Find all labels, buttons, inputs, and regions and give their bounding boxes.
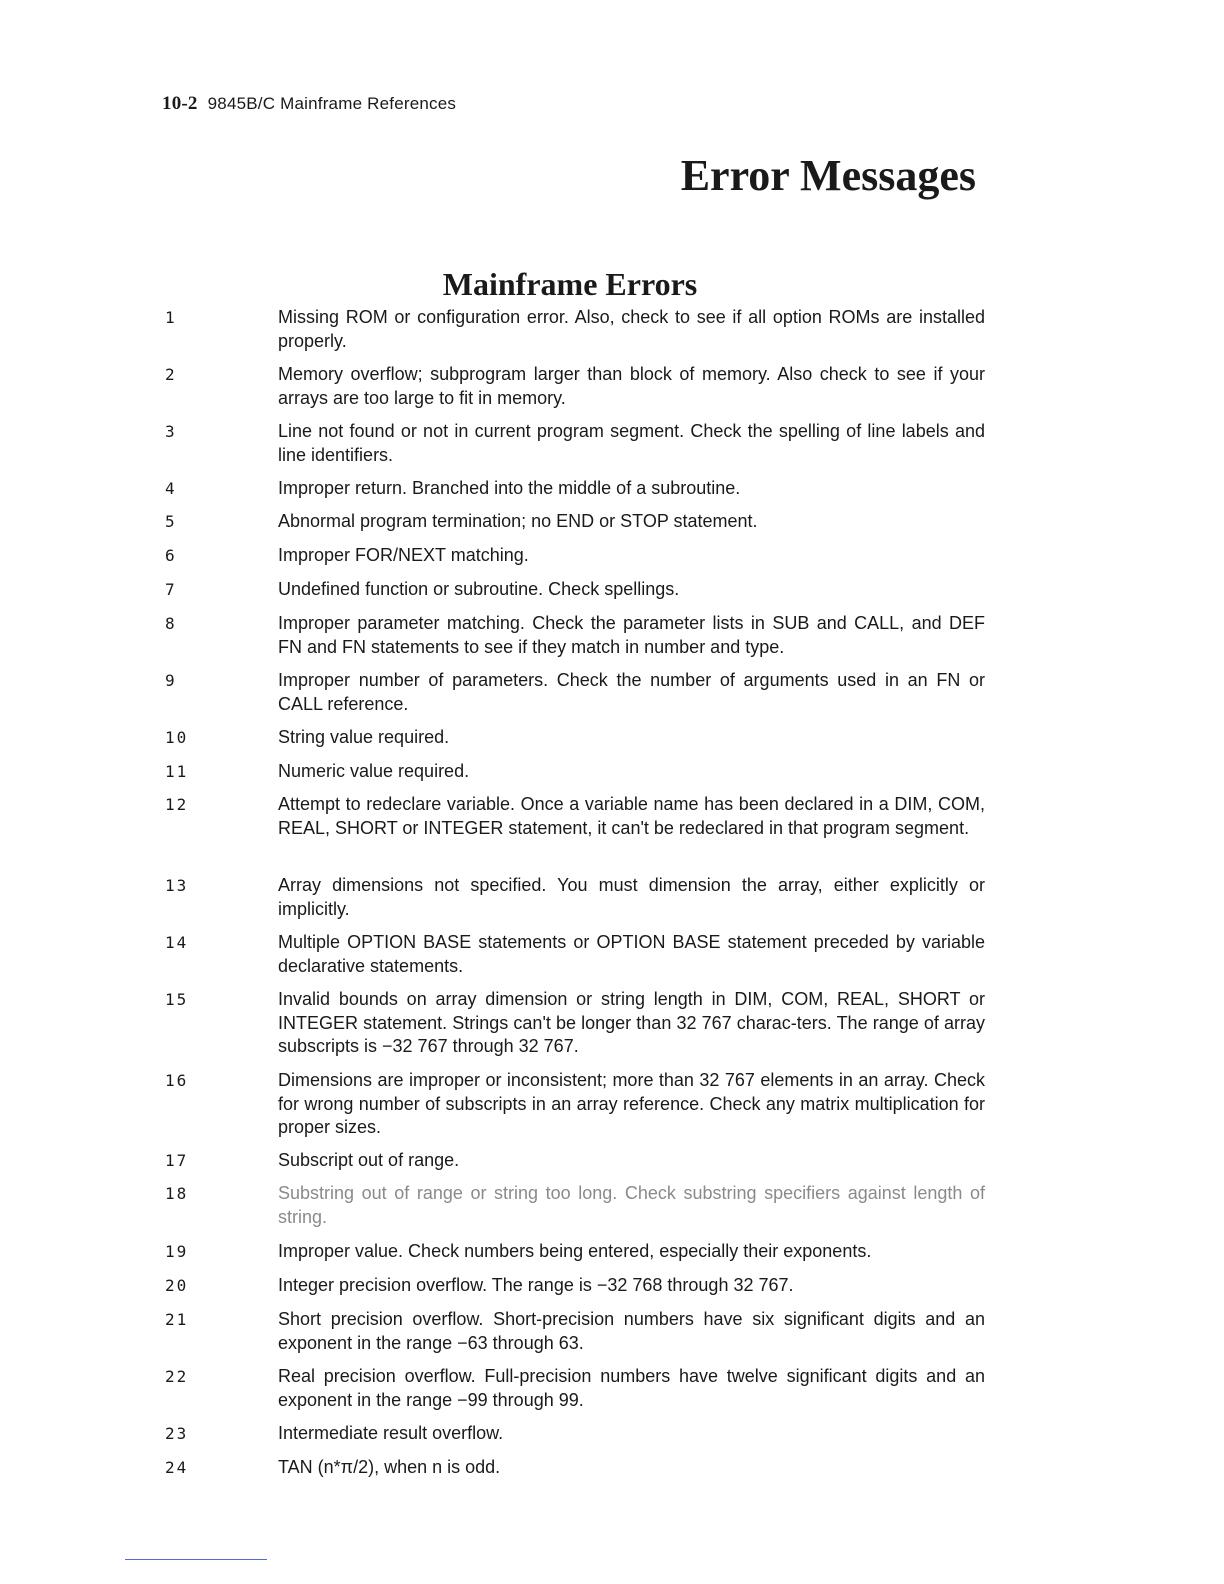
error-message: String value required. (278, 727, 450, 747)
error-message: Improper value. Check numbers being entered, especially their exponents. (278, 1241, 872, 1261)
error-number: 18 (165, 1184, 189, 1203)
section-title: Mainframe Errors (442, 266, 698, 302)
error-number: 15 (165, 990, 189, 1009)
error-message: Multiple OPTION BASE statements or OPTION BASE statement preceded by variable declarative statements. (278, 932, 985, 976)
error-entry (165, 1308, 985, 1365)
error-message: Line not found or not in current program segment. Check the spelling of line labels and line identifiers. (278, 421, 985, 465)
error-entry (165, 510, 985, 544)
error-message: Real precision overflow. Full-precision numbers have twelve significant digits and an exponent in the range −99 through 99. (278, 1366, 985, 1410)
error-number: 22 (165, 1367, 189, 1386)
error-entry (165, 477, 985, 510)
error-number: 2 (165, 365, 177, 384)
error-entry (165, 1149, 985, 1182)
error-message: Memory overflow; subprogram larger than block of memory. Also check to see if your arrays are too large to fit in memory. (278, 364, 985, 408)
error-message: Substring out of range or string too long. Check substring specifiers against length of string. (278, 1183, 985, 1227)
error-entry (165, 420, 985, 477)
error-number: 10 (165, 728, 189, 747)
error-message: Integer precision overflow. The range is −32 768 through 32 767. (278, 1275, 794, 1295)
error-message: Dimensions are improper or inconsistent; more than 32 767 elements in an array. Check for wrong number of subscripts in an array reference. Check any matrix multiplication for proper sizes. (278, 1070, 985, 1137)
error-entry (165, 931, 985, 988)
error-message: Undefined function or subroutine. Check spellings. (278, 579, 680, 599)
error-number: 24 (165, 1458, 189, 1477)
error-number: 21 (165, 1310, 189, 1329)
error-message: Invalid bounds on array dimension or string length in DIM, COM, REAL, SHORT or INTEGER statement. Strings can't be longer than 32 767 charac-ters. The range of array subscripts is −32 767 through 32 767. (278, 989, 985, 1056)
error-entry (165, 793, 985, 874)
error-entry (165, 760, 985, 793)
error-message: Improper return. Branched into the middle of a subroutine. (278, 478, 741, 498)
error-message: Missing ROM or configuration error. Also, check to see if all option ROMs are installed properly. (278, 307, 985, 351)
error-message: Improper FOR/NEXT matching. (278, 545, 529, 565)
error-message: Attempt to redeclare variable. Once a variable name has been declared in a DIM, COM, REAL, SHORT or INTEGER statement, it can't be redeclared in that program segment. (278, 794, 985, 838)
error-entry (165, 612, 985, 669)
error-message: Array dimensions not specified. You must dimension the array, either explicitly or implicitly. (278, 875, 985, 919)
error-entry (165, 1365, 985, 1422)
error-entry (165, 1069, 985, 1149)
error-message: Intermediate result overflow. (278, 1423, 504, 1443)
error-message: Abnormal program termination; no END or STOP statement. (278, 511, 758, 531)
error-number: 13 (165, 876, 189, 895)
error-entry (165, 669, 985, 726)
running-title: 9845B/C Mainframe References (207, 94, 457, 113)
error-entry (165, 1240, 985, 1274)
error-entry (165, 988, 985, 1069)
running-header (162, 93, 456, 115)
error-entry (165, 306, 985, 363)
error-number: 16 (165, 1071, 189, 1090)
error-number: 23 (165, 1424, 189, 1443)
error-number: 4 (165, 479, 177, 498)
error-number: 20 (165, 1276, 189, 1295)
page-title: Error Messages (680, 151, 976, 200)
error-entry (165, 1274, 985, 1308)
error-number: 12 (165, 795, 189, 814)
error-number: 3 (165, 422, 177, 441)
error-message: Subscript out of range. (278, 1150, 460, 1170)
error-message: Short precision overflow. Short-precision numbers have six significant digits and an exponent in the range −63 through 63. (278, 1309, 985, 1353)
error-number: 17 (165, 1151, 189, 1170)
error-message: TAN (n*π/2), when n is odd. (278, 1457, 501, 1477)
error-number: 5 (165, 512, 177, 531)
error-number: 7 (165, 580, 177, 599)
error-entry (165, 1456, 985, 1490)
footer-rule (125, 1559, 267, 1560)
error-message: Improper number of parameters. Check the number of arguments used in an FN or CALL reference. (278, 670, 985, 714)
error-entry (165, 726, 985, 760)
error-message: Improper parameter matching. Check the parameter lists in SUB and CALL, and DEF FN and FN statements to see if they match in number and type. (278, 613, 985, 657)
error-entry (165, 1422, 985, 1456)
error-list (165, 306, 985, 1490)
error-number: 8 (165, 614, 177, 633)
page-number: 10-2 (162, 93, 198, 114)
error-number: 1 (165, 308, 177, 327)
error-message: Numeric value required. (278, 761, 470, 781)
error-entry (165, 874, 985, 931)
error-number: 6 (165, 546, 177, 565)
error-entry (165, 544, 985, 578)
error-number: 11 (165, 762, 189, 781)
error-number: 9 (165, 671, 177, 690)
error-entry (165, 578, 985, 612)
error-number: 14 (165, 933, 189, 952)
error-entry (165, 1182, 985, 1240)
error-number: 19 (165, 1242, 189, 1261)
error-entry (165, 363, 985, 420)
